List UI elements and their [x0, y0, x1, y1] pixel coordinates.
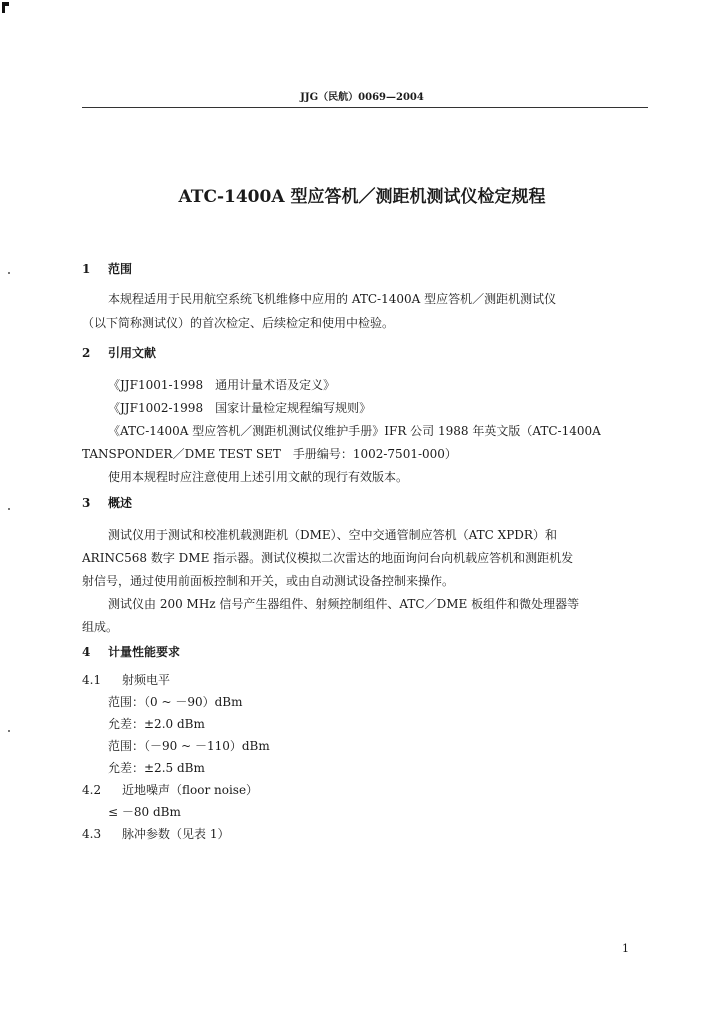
page-number: 1	[622, 942, 629, 955]
subsection-4-3-heading	[82, 827, 229, 841]
section-number: 4	[82, 645, 91, 659]
section-title: 引用文献	[108, 346, 157, 360]
paragraph-line: ARINC568 数字 DME 指示器。测试仪模拟二次雷达的地面询问台向机载应答机和测距机发	[82, 551, 574, 565]
reference-line: 《JJF1002-1998 国家计量检定规程编写规则》	[108, 401, 372, 415]
subsection-title: 脉冲参数（见表 1）	[122, 827, 230, 841]
subsection-number: 4.2	[82, 783, 102, 797]
spec-line: ≤ －80 dBm	[108, 805, 181, 819]
spec-line: 允差：±2.5 dBm	[108, 761, 205, 775]
section-title: 范围	[108, 262, 133, 276]
subsection-title: 近地噪声（floor noise）	[122, 783, 259, 797]
spec-line: 范围：（0 ~ －90）dBm	[108, 695, 243, 709]
paragraph-line: 使用本规程时应注意使用上述引用文献的现行有效版本。	[108, 470, 409, 484]
spec-line: 允差：±2.0 dBm	[108, 717, 205, 731]
paragraph-line: 射信号，通过使用前面板控制和开关，或由自动测试设备控制来操作。	[82, 574, 455, 588]
section-1-heading	[82, 262, 132, 276]
reference-line: 《ATC-1400A 型应答机／测距机测试仪维护手册》IFR 公司 1988 年英文版（ATC-1400A	[108, 424, 601, 438]
spec-line: 范围：（－90 ~ －110）dBm	[108, 739, 270, 753]
scan-speck	[8, 272, 10, 274]
section-title: 概述	[108, 496, 133, 510]
subsection-number: 4.1	[82, 673, 102, 687]
section-title: 计量性能要求	[108, 645, 181, 659]
subsection-number: 4.3	[82, 827, 102, 841]
subsection-4-1-heading	[82, 673, 170, 687]
paragraph-line: 组成。	[82, 620, 119, 634]
section-4-heading	[82, 645, 180, 659]
paragraph-line: （以下简称测试仪）的首次检定、后续检定和使用中检验。	[82, 316, 395, 330]
subsection-title: 射频电平	[122, 673, 171, 687]
paragraph-line: 本规程适用于民用航空系统飞机维修中应用的 ATC-1400A 型应答机／测距机测试仪	[108, 292, 557, 306]
section-number: 1	[82, 262, 91, 276]
section-number: 2	[82, 346, 91, 360]
document-code-header: JJG（民航）0069—2004	[300, 92, 424, 103]
header-rule	[82, 107, 648, 108]
document-title: ATC-1400A 型应答机／测距机测试仪检定规程	[178, 187, 546, 207]
paragraph-line: 测试仪用于测试和校准机载测距机（DME）、空中交通管制应答机（ATC XPDR）和	[108, 528, 557, 542]
section-number: 3	[82, 496, 91, 510]
reference-line: 《JJF1001-1998 通用计量术语及定义》	[108, 378, 336, 392]
scan-speck	[8, 730, 10, 732]
subsection-4-2-heading	[82, 783, 258, 797]
scan-corner-mark	[2, 2, 9, 13]
section-3-heading	[82, 496, 132, 510]
reference-line: TANSPONDER／DME TEST SET 手册编号：1002-7501-000）	[82, 447, 457, 461]
section-2-heading	[82, 346, 156, 360]
scan-speck	[8, 508, 10, 510]
paragraph-line: 测试仪由 200 MHz 信号产生器组件、射频控制组件、ATC／DME 板组件和微处理器等	[108, 597, 580, 611]
